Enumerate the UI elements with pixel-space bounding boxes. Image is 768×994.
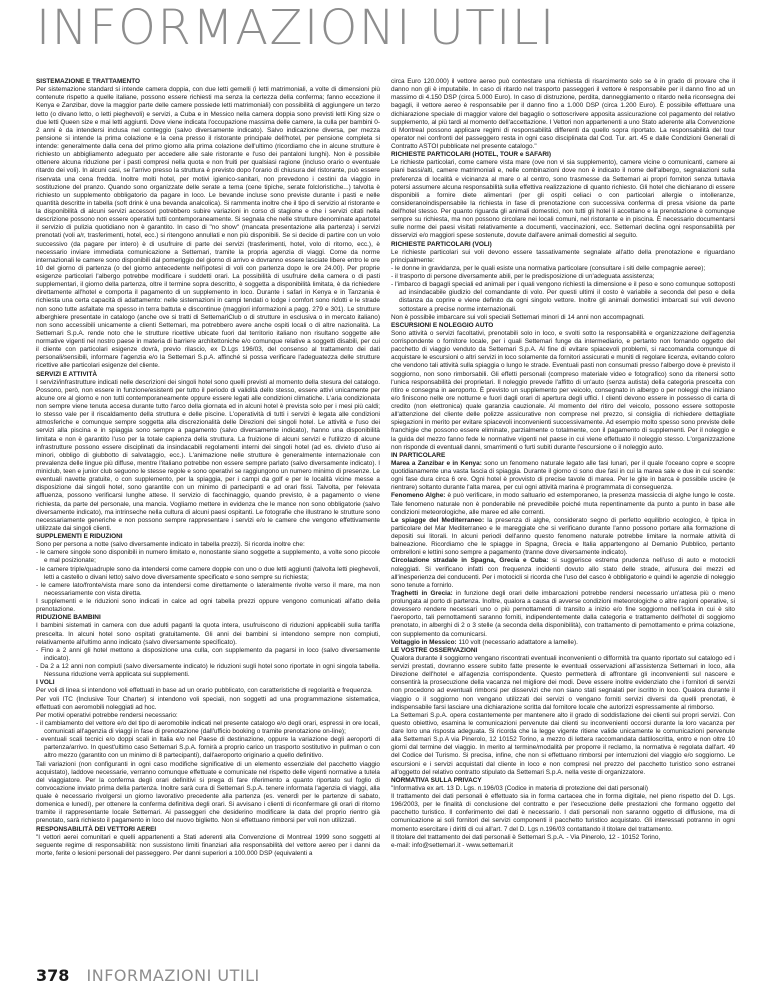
page-title: INFORMAZIONI UTILI bbox=[36, 0, 556, 56]
section-text: Le richieste particolari sui voli devono essere tassativamente segnalate all'atto della prenotazione e riguardano principalmente: bbox=[391, 248, 735, 264]
section-text: Non è possibile imbarcare sui voli speciali Settemari minori di 14 anni non accompagnati. bbox=[391, 313, 645, 321]
section-text: circa Euro 120.000) il vettore aereo può contestare una richiesta di risarcimento solo se è in grado di provare che il danno non gli è imputabile. In caso di ritardo nel trasporto passeggeri il vettore è responsabile per il danno fino ad un massimo di 4.150 DSP (circa 5.000 Euro). In caso di distruzione, perdita, danneggiamento o ritardo nella riconsegna dei bagagli, il vettore aereo è responsabile per il danno fino a 1.000 DSP (circa 1.200 Euro). È possibile effettuare una dichiarazione speciale di maggior valore del bagaglio o sottoscrivere apposita assicurazione col pagamento del relativo supplemento, al più tardi al momento dell'accettazione. I Vettori non appartenenti a uno Stato aderente alla Convenzione di Montreal possono applicare regimi di responsabilità differenti da quello sopra riportato. La responsabilità del tour operator nei confronti del passeggero resta in ogni caso disciplinata dal Cod. Tur. art. 45 e dalle Condizioni Generali di Contratto ASTOI pubblicate nel presente catalogo." bbox=[391, 78, 735, 150]
list-item: - Fino a 2 anni gli hotel mettono a disposizione una culla, con supplemento da pagarsi in loco (salvo diversamente indicato). bbox=[36, 647, 380, 663]
section-text: "Informativa ex art. 13 D. Lgs. n.196/03 (Codice in materia di protezione dei dati personali) Il trattamento dei dati personali è effettuato sia in forma cartacea che in forma digitale, nel pieno rispetto del D. Lgs. 196/2003, per le finalità di conclusione del contratto e per l'esecuzione delle prestazioni che formano oggetto del pacchetto turistico. Il conferimento dei dati è necessario. I dati personali non saranno oggetto di diffusione, ma di comunicazione ai soli fornitori dei servizi componenti il pacchetto turistico acquistato. Gli interessati potranno in ogni momento esercitare i diritti di cui all'art. 7 del D. Lgs n.196/03 contattando il titolare del trattamento. Il titolare del trattamento dei dati personali è Settemari S.p.A. - Via Pinerolo, 12 - 10152 Torino, e-mail: info@settemari.it - www.settemari.it bbox=[391, 784, 735, 849]
list-item: - l'imbarco di bagagli speciali ed animali per i quali vengono richiesti la dimensione e il peso e sono comunque sottoposti ad insindacabile giudizio del comandante di volo. Per questi ultimi il costo è variabile a seconda del peso e della distanza da coprire e viene definito da ogni singolo vettore. Inoltre gli animali domestici imbarcati sui voli devono sottostare a precise norme internazionali. bbox=[391, 281, 735, 314]
inline-text: in funzione degli orari delle imbarcazioni potrebbe rendersi necessario un'attesa più o meno prolungata al porto di partenza. Inoltre, qualora a causa di avverse condizioni meteorologiche o altre ragioni operative, si dovessero rendere necessari uno o più pernottamenti di transito a inizio e/o fine soggiorno nell'isola in cui è sito l'aeroporto, tali pernottamenti saranno forniti, indipendentemente dalla categoria e trattamento dell'hotel di soggiorno prenotato, in alberghi di 2 o 3 stelle (a seconda della disponibilità), con trattamento di pernottamento e prima colazione, con supplemento da comunicarsi. bbox=[391, 589, 735, 638]
section-text: Per motivi operativi potrebbe rendersi necessario: bbox=[36, 711, 178, 719]
section-text: Per voli ITC (Inclusive Tour Charter) si intendono voli speciali, non soggetti ad una programmazione sistematica, effettuati con aeromobili noleggiati ad hoc. bbox=[36, 695, 380, 711]
bullet-list bbox=[391, 265, 735, 314]
section-text: I supplementi e le riduzioni sono indicati in calce ad ogni tabella prezzi oppure vengono comunicati all'atto della prenotazione. bbox=[36, 598, 380, 614]
inline-lead: Traghetti in Grecia: bbox=[391, 589, 453, 597]
section-heading: ESCURSIONI E NOLEGGIO AUTO bbox=[391, 321, 494, 329]
left-column bbox=[36, 78, 380, 858]
inline-lead: Le spiagge del Mediterraneo: bbox=[391, 516, 485, 524]
section-heading: LE VOSTRE OSSERVAZIONI bbox=[391, 646, 478, 654]
section-heading: NORMATIVA SULLA PRIVACY bbox=[391, 776, 482, 784]
list-item: - eventuali scali tecnici e/o doppi scali in Italia e/o nel Paese di destinazione, oppure la variazione degli aeroporti di partenza/arrivo. In quest'ultimo caso Settemari S.p.A. fornirà a proprio carico un trasporto sostitutivo in pullman o con altro mezzo (garantito con un minimo di 8 partecipanti), dall'aeroporto originario a quello definitivo. bbox=[36, 736, 380, 760]
section-text: "I vettori aerei comunitari e quelli appartenenti a Stati aderenti alla Convenzione di Montreal 1999 sono soggetti al seguente regime di responsabilità: non sussistono limiti finanziari alla responsabilità del vettore aereo per i danni da morte, ferite o lesioni personali del passeggero. Per danni superiori a 100.000 DSP (equivalenti a bbox=[36, 833, 380, 857]
list-item: - le donne in gravidanza, per le quali esiste una normativa particolare (consultare i siti delle compagnie aeree); bbox=[391, 265, 735, 273]
footer-label: INFORMAZIONI UTILI bbox=[86, 966, 260, 985]
inline-text: 110 volt (necessario adattatore a lamelle). bbox=[456, 638, 578, 646]
inline-text: si suggerisce estrema prudenza nell'uso di auto e motocicli noleggiati. Si verificano infatti con frequenza incidenti dovuto allo stato delle strade, all'usura dei mezzi ed all'inesperienza dei conducenti. Per i motocicli si ricorda che l'uso del casco è obbligatorio e quindi le agenzie di noleggio sono tenute a fornirlo. bbox=[391, 557, 735, 589]
inline-lead: Circolazione stradale in Spagna, Grecia e Cuba: bbox=[391, 557, 549, 565]
section-text: Tali variazioni (non configuranti in ogni caso modifiche significative di un elemento essenziale del pacchetto viaggio acquistato), laddove necessarie, verranno comunque effettuate e comunicate nel rispetto delle vigenti normative a tutela del viaggiatore. Per la conferma degli orari definitivi si prega di fare riferimento a quanto riportato sul foglio di convocazione inviato prima della partenza. Inoltre sarà cura di Settemari S.p.A. tenere informata l'agenzia di viaggi, alla quale è necessario rivolgersi un giorno lavorativo precedente alla partenza (es. venerdì per le partenze di sabato, domenica e lunedì), per ottenere la conferma definitiva degli orari. Si avvisano i clienti di riconfermare gli orari di ritorno tramite il rappresentante locale Settemari. Ai passeggeri che desiderino modificare la data del proprio rientro già prenotato, sarà richiesto il pagamento in loco del nuovo biglietto. Non si effettuano rimborsi per voli non utilizzati. bbox=[36, 760, 380, 825]
section-text: Sono attività o servizi facoltativi, prenotabili solo in loco, e svolti sotto la responsabilità e organizzazione dell'agenzia corrispondente o fornitore locale, per i quali Settemari funge da intermediario, e pertanto non fornando oggetto del pacchetto di viaggio venduto da Settemari S.p.A. Al fine di evitare spiacevoli problemi, si raccomanda comunque di acquistare le escursioni o altri servizi in loco solamente da fornitori assicurati e muniti di regolare licenza, evitando coloro che vendono tali attività sulla spiaggia o lungo le strade. Eventuali pasti non consumati presso l'albergo dove è previsto il soggiorno, non sono rimborsabili. Gli effetti personali (compreso materiale video e fotografico) sono da ritenersi sotto l'unica responsabilità dei proprietari. Il noleggio prevede l'affitto di un'auto (senza autista) della categoria prescelta con ritiro e consegna in aeroporto. È previsto un supplemento per veicolo, consegnato in albergo o per noleggi che iniziano e/o finiscono nelle ore notturne e fuori dagli orari di apertura degli uffici. I clienti devono essere in possesso di carta di credito (non elettronica) quale garanzia cauzionale. Al momento del ritiro del veicolo, possono essere sottoposte all'attenzione del cliente delle polizze assicurative non comprese nel prezzo, si consiglia di richiedere dettagliate spiegazioni in merito per evitare spiacevoli inconvenienti successivamente. Ad esempio molto spesso sono previste delle franchigie che possono essere eliminate, parzialmente o totalmente, con il pagamento di supplementi. Per il noleggio e la guida del mezzo fanno fede le normative vigenti nel paese in cui viene effettuato il noleggio stesso. L'organizzazione non risponde di eventuali danni, smarrimenti o furti subiti durante l'escursione o il noleggio auto. bbox=[391, 329, 735, 451]
inline-lead: Voltaggio in Messico: bbox=[391, 638, 457, 646]
inline-text: la presenza di alghe, considerato segno di perfetto equilibrio ecologico, è tipica in particolare del Mar Mediterraneo e le mareggiate che si verificano durante l'anno possono portare alla formazione di depositi sui litorali. In alcuni periodi dell'anno questo fenomeno naturale potrebbe limitare la normale attività di balneazione. Ricordiamo che le spiagge in Spagna, Grecia e Italia appartengono al Demanio Pubblico, pertanto ombrelloni e lettini sono sempre a pagamento (tranne dove diversamente indicato). bbox=[391, 516, 735, 557]
section-text: Per sistemazione standard si intende camera doppia, con due letti gemelli (i letti matrimoniali, a volte di dimensioni più contenute rispetto a quelle italiane, possono essere richiesti ma senza la certezza della conferma; fanno eccezione il Kenya e Zanzibar, dove la maggior parte delle camere possiede letti matrimoniali) con possibilità di aggiungere un terzo letto (o divano letto, o letti pieghevoli) e servizi, a Cuba e in Messico nella camera doppia sono previsti letti King size o due letti Queen size e mai letti aggiunti. Dove viene indicata l'occupazione massima delle camere, la culla per bambini 0-2 anni è da intendersi inclusa nel conteggio (salvo diversamente indicato). Salvo indicazione diversa, per mezza pensione si intende la prima colazione e la cena presso il ristorante principale dell'hotel, per pensione completa si intende: generalmente dalla cena del primo giorno alla prima colazione dell'ultimo (ricordiamo che in alcune strutture è richiesto un abbigliamento adeguato per accedere alle sale ristorante e l'uso dei pantaloni lunghi). Non è possibile ottenere alcuna riduzione per i pasti compresi nella quota e non fruiti per qualsiasi ragione (incluso orario o eventuale ritardo dei voli). In alcuni casi, se l'arrivo presso la struttura è previsto dopo l'orario di chiusura del ristorante, può essere riservata una cena fredda. Inoltre molti hotel, per motivi igienico-sanitari, non prevedono i cestini da viaggio in sostituzione del pranzo. Quando sono organizzate delle serate a tema (cene tipiche, serate folcloristiche...) talvolta è richiesto un supplemento obbligatorio da pagare in loco. Le bevande incluse sono previste durante i pasti e nelle quantità descritte in tabella (soft drink è una bevanda analcolica). Si rammenta inoltre che il tipo di servizio al ristorante e la disponibilità di alcuni servizi accessori potrebbero subire variazioni in corso di stagione e che i servizi citati nella descrizione possono non essere operativi tutti contemporaneamente. Si segnala che nelle strutture denominate apartotel il servizio di pulizia quotidiano non è garantito. In caso di "no show" (mancata presentazione alla partenza) i servizi prenotati (voli a/r, trasferimenti, hotel, ecc.) si ritengono annullati e non più disponibili. Se si decide di partire con un volo successivo (da pagare per intero) è di usufruire di parte dei servizi (trasferimenti, hotel, volo di ritorno, ecc.), è necessario inviare immediata comunicazione a Settemari, tramite la propria agenzia di viaggi. Come da norme internazionali le camere sono disponibili dal pomeriggio del giorno di arrivo e dovranno essere lasciate libere entro le ore 10 del giorno di partenza (o del giorno antecedente nell'ipotesi di voli con partenza dopo le ore 24.00). Per proprie esigenze particolari l'albergo potrebbe modificare i suddetti orari. La possibilità di usufruire della camera o di pasti supplementari, il giorno della partenza, oltre il termine sopra descritto, è soggetta a disponibilità limitata, è da richiedere direttamente all'hotel e comporta il pagamento di un supplemento in loco. Durante i safari in Kenya e in Tanzania è richiesta una certa capacità di adattamento: nelle sistemazioni in campi tendati o lodge i comfort sono ridotti e le strade non sono tutte asfaltate ma spesso in terra battuta e discontinue (maggiori informazioni a pagg. 279 e 301). Le strutture alberghiere presentate in catalogo (anche ove si tratti di SettemariClub o di strutture in esclusiva o in mercato italiano) non sono accessibili unicamente a clienti Settemari, ma potrebbero avere anche ospiti locali o di altre nazionalità. La Settemari S.p.A. rende noto che le strutture ricettive ubicate fuori dal territorio italiano non risultano soggette alle normative vigenti nel nostro paese in materia di barriere architettoniche e/o comunque relative a soggetti disabili, per cui il cliente con particolari esigenze dovrà, previo rilascio, ex D.Lgs 196/03, del consenso al trattamento dei dati personali/sensibili, informare l'agenzia e/o la Settemari S.p.A. affinché si possa verificare l'adeguatezza delle strutture ricettive alle particolari esigenze del cliente. bbox=[36, 86, 380, 370]
section-text: I bambini sistemati in camera con due adulti paganti la quota intera, usufruiscono di riduzioni applicabili sulla tariffa prescelta. In alcuni hotel sono ospitati gratuitamente. Gli anni dei bambini si intendono sempre non compiuti, relativamente all'ultimo anno indicato (salvo diversamente specificato). bbox=[36, 622, 380, 646]
inline-text: sono un fenomeno naturale legato alle fasi lunari, per il quale l'oceano copre e scopre quotidianamente una vasta fascia di spiaggia. Durante il giorno ci sono due fasi in cui la marea sale e due in cui scende: ogni fase dura circa 6 ore. Ogni hotel è provvisto di precise tavole di marea. Per le gite in barca è possibile uscire (e rientrare) soltanto durante l'alta marea, per cui ogni attività marina è programmata di conseguenza. bbox=[391, 459, 736, 492]
section-text bbox=[391, 639, 735, 647]
inline-lead: Marea a Zanzibar e in Kenya: bbox=[391, 459, 482, 467]
bullet-list bbox=[36, 720, 380, 761]
section-text: I servizi/infrastrutture indicati nelle descrizioni dei singoli hotel sono quelli previsti al momento della stesura del catalogo. Possono, però, non essere in funzione/esistenti per tutto il periodo di validità dello stesso, essere attivi unicamente per alcune ore al giorno e non tutti contemporaneamente oppure essere legati alle condizioni climatiche. L'aria condizionata non sempre viene tenuta accesa durante tutto l'arco della giornata ed in alcuni hotel è prevista solo per i mesi più caldi; lo stesso vale per il riscaldamento della struttura e delle piscine. L'operatività di tutti i servizi è legata alle condizioni atmosferiche e comunque sempre soggetta alla discrezionalità delle Direzioni dei singoli hotel. Le attività e l'uso dei servizi alla piscina e in spiaggia sono sempre a pagamento (salvo diversamente indicato), hanno una disponibilità limitata e non è garantito l'uso per la totale capienza della struttura. La fruizione di alcuni servizi e l'utilizzo di alcune infrastrutture possono essere disciplinati da insindacabili regolamenti interni dei singoli hotel (ad es. divieto d'uso ai minori, obbligo di giubbotto di salvataggio, ecc.). L'animazione nelle strutture è generalmente internazionale con prevalenza delle lingue più diffuse, mentre l'italiano potrebbe non essere sempre parlato (salvo diversamente indicato). I miniclub, teen e junior club seguono le stesse regole e sono operativi se raggiungono un numero minimo di presenze. Le eventuali navette gratuite, o con supplemento, per la spiaggia, per i campi da golf e per le località vicine messe a disposizione dai singoli hotel, sono garantite con un minimo di partecipanti e ad orari fissi. Talvolta, per l'elevata affluenza, possono verificarsi lunghe attese. Il servizio di facchinaggio, quando previsto, è a pagamento o viene richiesta, da parte del personale, una mancia. Vogliamo mettere in evidenza che le mance non sono obbligatorie (salvo diversamente indicato), ma intrinseche nella cultura di alcuni paesi ospitanti. Le fotografie che illustrano le strutture sono necessariamente generiche e non possono sempre rappresentare i servizi e/o le camere che vengono effettivamente utilizzate dai singoli clienti. bbox=[36, 378, 380, 532]
bullet-list bbox=[36, 549, 380, 598]
list-item: - le camere lato/fronte/vista mare sono da intendersi come direttamente o lateralmente rivolte verso il mare, ma non necessariamente con vista diretta. bbox=[36, 582, 380, 598]
right-column bbox=[391, 78, 735, 850]
bullet-list bbox=[36, 647, 380, 680]
section-heading: SISTEMAZIONE E TRATTAMENTO bbox=[36, 78, 141, 85]
section-text: Sono per persona a notte (salvo diversamente indicato in tabella prezzi). Si ricorda inoltre che: bbox=[36, 541, 305, 549]
list-item: - Da 2 a 12 anni non compiuti (salvo diversamente indicato) le riduzioni sugli hotel sono riportate in ogni singola tabella. Nessuna riduzione verrà applicata sui supplementi. bbox=[36, 663, 380, 679]
page-number: 378 bbox=[36, 966, 70, 985]
inline-lead: Fenomeno Alghe: bbox=[391, 492, 446, 500]
section-text: Qualora durante il soggiorno vengano riscontrati eventuali inconvenienti o difformità tra quanto riportato sul catalogo ed i servizi prestati, dovranno essere subito fatte presente le eventuali osservazioni all'assistenza Settemari in loco, alla Direzione dell'hotel e all'agenzia corrispondente. Questo permetterà di affrontare gli inconvenienti sul nascere e consentirà la prosecuzione della vacanza nel migliore dei modi. Deve essere inoltre evidenziato che i fornitori di servizi non procedono ad eventuali rimborsi per disservizi che non siano stati segnalati per iscritto in loco. Qualora durante il viaggio o il soggiorno non vengano utilizzati dei servizi o vengano forniti servizi diversi da quelli prenotati, è indispensabile farsi lasciare una dichiarazione scritta dal fornitore locale che autorizzi espressamente al rimborso. La Settemari S.p.A. opera costantemente per mantenere alto il grado di soddisfazione dei clienti sui propri servizi. Con questo obiettivo, esamina le comunicazioni pervenute dai clienti su inconvenienti occorsi durante la loro vacanza per dare loro una risposta adeguata. Si ricorda che la legge vigente ritiene valide unicamente le comunicazioni pervenute alla Settemari S.p.A via Pinerolo, 12 10152 Torino, a mezzo di lettera raccomandata dattiloscritta, entro e non oltre 10 giorni dal termine del viaggio. In merito al termine/modalità per proporre il reclamo, la normativa è regolata dall'art. 49 del Codice del Turismo. Si precisa, infine, che non si effettuano rimborsi per interruzioni del viaggio e/o soggiorno. Le escursioni e i servizi acquistati dal cliente in loco e non compresi nel prezzo del pacchetto turistico sono estranei all'oggetto del relativo contratto stipulato da Settemari S.p.A. nella veste di organizzatore. bbox=[391, 654, 735, 776]
section-text bbox=[391, 460, 735, 493]
page-footer bbox=[36, 966, 260, 985]
inline-text: è può verificare, in modo saltuario ed estemporaneo, la presenza massiccia di alghe lungo le coste. Tale fenomeno naturale non è ponderabile né prevedibile poiché muta repentinamente da punto a punto in base alle condizioni meteorologiche, alle maree ed alle correnti. bbox=[391, 492, 735, 516]
list-item: - le camere singole sono disponibili in numero limitato e, nonostante siano soggette a supplemento, a volte sono piccole e mal posizionate; bbox=[36, 549, 380, 565]
list-item: - il trasporto di persone diversamente abili, per le predisposizione di un'adeguata assistenza; bbox=[391, 273, 735, 281]
section-heading: SUPPLEMENTI E RIDUZIONI bbox=[36, 533, 123, 540]
section-text: Per voli di linea si intendono voli effettuati in base ad un orario pubblicato, con caratteristiche di regolarità e frequenza. bbox=[36, 687, 373, 695]
section-heading: I VOLI bbox=[36, 679, 55, 687]
section-text bbox=[391, 557, 735, 590]
list-item: - le camere triple/quadruple sono da intendersi come camere doppie con uno o due letti aggiunti (talvolta letti pieghevoli, letti a castello o divani letto) salvo dove diversamente specificato e sono sempre su richiesta; bbox=[36, 566, 380, 582]
section-text bbox=[391, 492, 735, 516]
section-heading: SERVIZI E ATTIVITÀ bbox=[36, 370, 98, 378]
section-heading: RESPONSABILITÀ DEI VETTORI AEREI bbox=[36, 825, 157, 833]
section-text: Le richieste particolari, come camere vista mare (ove non vi sia supplemento), camere vicine o comunicanti, camere ai piani bassi/alti, camere matrimoniali e, nelle combinazioni dove non è indicato il nome dell'albergo, segnalazioni sulla preferenza di località e vicinanza al mare o al centro, sono trasmesse da Settemari ai propri fornitori senza tuttavia potersi assumere alcuna responsabilità sulla effettiva realizzazione di quanto richiesto. Gli hotel che dichiarano di essere disponibili a fornire diete alimentari (per gli ospiti celiaci o con particolari allergie o intolleranze, consideranoindispensabile la richiesta in fase di prenotazione con successiva conferma di presa visione da parte dell'hotel stesso. Per quanto riguarda gli animali domestici, non tutti gli hotel li accettano e la prenotazione è comunque sempre su richiesta, ma non possono circolare nei locali comuni, nel ristorante e in piscina. È necessario documentarsi sulle norme dei paesi visitati relativamente a documenti, vaccinazioni, ecc. Settemari declina ogni responsabilità per disservizi e/o maggiori spese sostenute, dovute dall'avere animali domestici al seguito. bbox=[391, 159, 735, 240]
list-item: - il cambiamento del vettore e/o del tipo di aeromobile indicati nel presente catalogo e/o degli orari, espressi in ore locali, comunicati all'agenzia di viaggi in fase di prenotazione (dall'ufficio booking o tramite prenotazione on-line); bbox=[36, 720, 380, 736]
section-heading: IN PARTICOLARE bbox=[391, 451, 446, 459]
section-heading: RICHIESTE PARTICOLARI (HOTEL, TOUR e SAFARI) bbox=[391, 151, 551, 159]
section-text bbox=[391, 517, 735, 558]
section-heading: RIDUZIONE BAMBINI bbox=[36, 614, 101, 622]
section-heading: RICHIESTE PARTICOLARI (VOLI) bbox=[391, 240, 492, 248]
section-text bbox=[391, 590, 735, 639]
